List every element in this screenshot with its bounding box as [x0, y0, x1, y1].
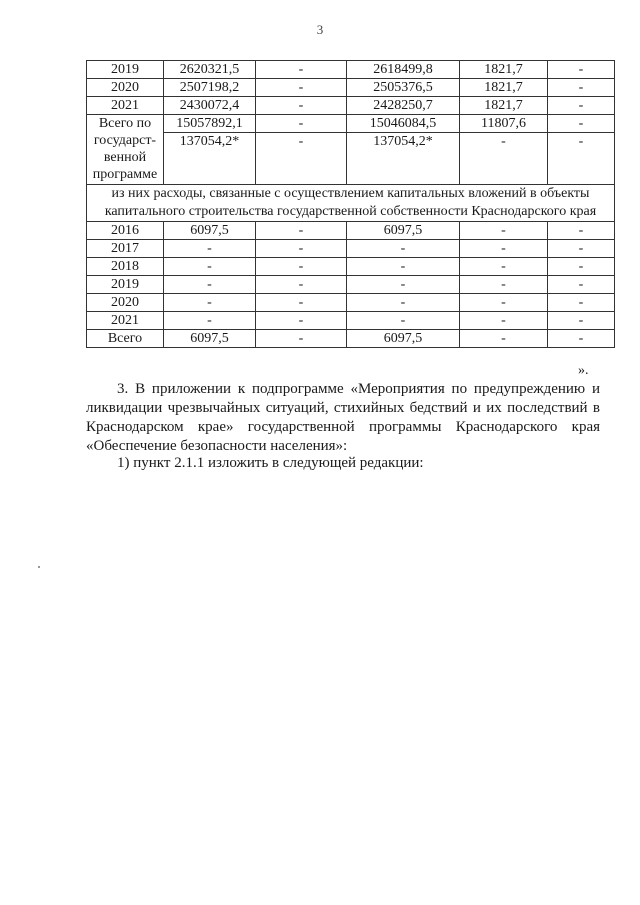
- cell-federal: -: [256, 294, 347, 312]
- cell-local: 1821,7: [460, 79, 548, 97]
- table-row: [87, 97, 615, 115]
- paragraph-item-1: 1) пункт 2.1.1 изложить в следующей редакции:: [117, 455, 424, 471]
- cell-regional: 15046084,5: [347, 115, 460, 133]
- table-row: [87, 312, 615, 330]
- cell-year: 2018: [87, 258, 164, 276]
- table-row: [87, 276, 615, 294]
- cell-regional: -: [347, 312, 460, 330]
- cell-regional: -: [347, 258, 460, 276]
- cell-year: Всего: [87, 330, 164, 348]
- cell-federal: -: [256, 222, 347, 240]
- table-row: [87, 330, 615, 348]
- cell-local: -: [460, 294, 548, 312]
- cell-local: 1821,7: [460, 61, 548, 79]
- table-row: [87, 222, 615, 240]
- cell-total: -: [164, 294, 256, 312]
- cell-year: 2021: [87, 97, 164, 115]
- table-body-total: [87, 115, 615, 222]
- cell-regional: -: [347, 294, 460, 312]
- cell-total: 15057892,1: [164, 115, 256, 133]
- table-body-capital: [87, 222, 615, 348]
- cell-total: 2620321,5: [164, 61, 256, 79]
- table-row-total-1: [87, 115, 615, 133]
- page-number: 3: [316, 22, 324, 37]
- cell-federal: -: [256, 133, 347, 185]
- margin-dot: [38, 566, 40, 568]
- cell-federal: -: [256, 276, 347, 294]
- cell-regional: 6097,5: [347, 330, 460, 348]
- cell-year: 2019: [87, 276, 164, 294]
- cell-local: 11807,6: [460, 115, 548, 133]
- cell-local: -: [460, 133, 548, 185]
- cell-regional: 2428250,7: [347, 97, 460, 115]
- cell-year: 2020: [87, 294, 164, 312]
- cell-local: -: [460, 258, 548, 276]
- cell-local: -: [460, 312, 548, 330]
- cell-total: -: [164, 240, 256, 258]
- cell-federal: -: [256, 240, 347, 258]
- cell-extra: -: [548, 258, 615, 276]
- cell-federal: -: [256, 330, 347, 348]
- cell-regional: -: [347, 240, 460, 258]
- cell-regional: 6097,5: [347, 222, 460, 240]
- paragraph-amendment-3: 3. В приложении к подпрограмме «Мероприятия по предупреждению и ликвидации чрезвычайных ситуаций, стихийных бедствий и их последствий в Краснодарском крае» государственной программы Краснодарского края «Обеспечение безопасности населения»:: [86, 381, 600, 454]
- cell-federal: -: [256, 115, 347, 133]
- cell-extra: -: [548, 222, 615, 240]
- cell-regional: 137054,2*: [347, 133, 460, 185]
- cell-year: 2019: [87, 61, 164, 79]
- cell-extra: -: [548, 240, 615, 258]
- cell-local: 1821,7: [460, 97, 548, 115]
- closing-quote: ».: [578, 363, 589, 378]
- cell-extra: -: [548, 115, 615, 133]
- cell-total: 2430072,4: [164, 97, 256, 115]
- cell-federal: -: [256, 97, 347, 115]
- cell-regional: -: [347, 276, 460, 294]
- cell-federal: -: [256, 312, 347, 330]
- total-program-label: Всего по государст-венной программе: [87, 115, 164, 185]
- cell-local: -: [460, 276, 548, 294]
- cell-extra: -: [548, 312, 615, 330]
- cell-extra: -: [548, 61, 615, 79]
- cell-extra: -: [548, 330, 615, 348]
- cell-extra: -: [548, 294, 615, 312]
- cell-total: -: [164, 258, 256, 276]
- cell-year: 2017: [87, 240, 164, 258]
- cell-federal: -: [256, 258, 347, 276]
- table-row: [87, 61, 615, 79]
- cell-extra: -: [548, 97, 615, 115]
- cell-total: 6097,5: [164, 222, 256, 240]
- cell-extra: -: [548, 133, 615, 185]
- cell-federal: -: [256, 79, 347, 97]
- cell-total: -: [164, 276, 256, 294]
- cell-total: 137054,2*: [164, 133, 256, 185]
- cell-year: 2021: [87, 312, 164, 330]
- table-body-top: [87, 61, 615, 115]
- cell-local: -: [460, 330, 548, 348]
- table-row-total-2: [87, 133, 615, 185]
- table-row: [87, 294, 615, 312]
- cell-extra: -: [548, 276, 615, 294]
- budget-table: [86, 60, 615, 348]
- cell-regional: 2618499,8: [347, 61, 460, 79]
- cell-year: 2016: [87, 222, 164, 240]
- cell-local: -: [460, 240, 548, 258]
- cell-extra: -: [548, 79, 615, 97]
- cell-total: 6097,5: [164, 330, 256, 348]
- cell-local: -: [460, 222, 548, 240]
- cell-federal: -: [256, 61, 347, 79]
- cell-total: 2507198,2: [164, 79, 256, 97]
- table-row-heading: [87, 185, 615, 222]
- table-row: [87, 240, 615, 258]
- table-row: [87, 258, 615, 276]
- cell-total: -: [164, 312, 256, 330]
- capital-investment-heading: из них расходы, связанные с осуществлением капитальных вложений в объекты капитального строительства государственной собственности Краснодарского края: [87, 185, 615, 222]
- cell-regional: 2505376,5: [347, 79, 460, 97]
- cell-year: 2020: [87, 79, 164, 97]
- table-row: [87, 79, 615, 97]
